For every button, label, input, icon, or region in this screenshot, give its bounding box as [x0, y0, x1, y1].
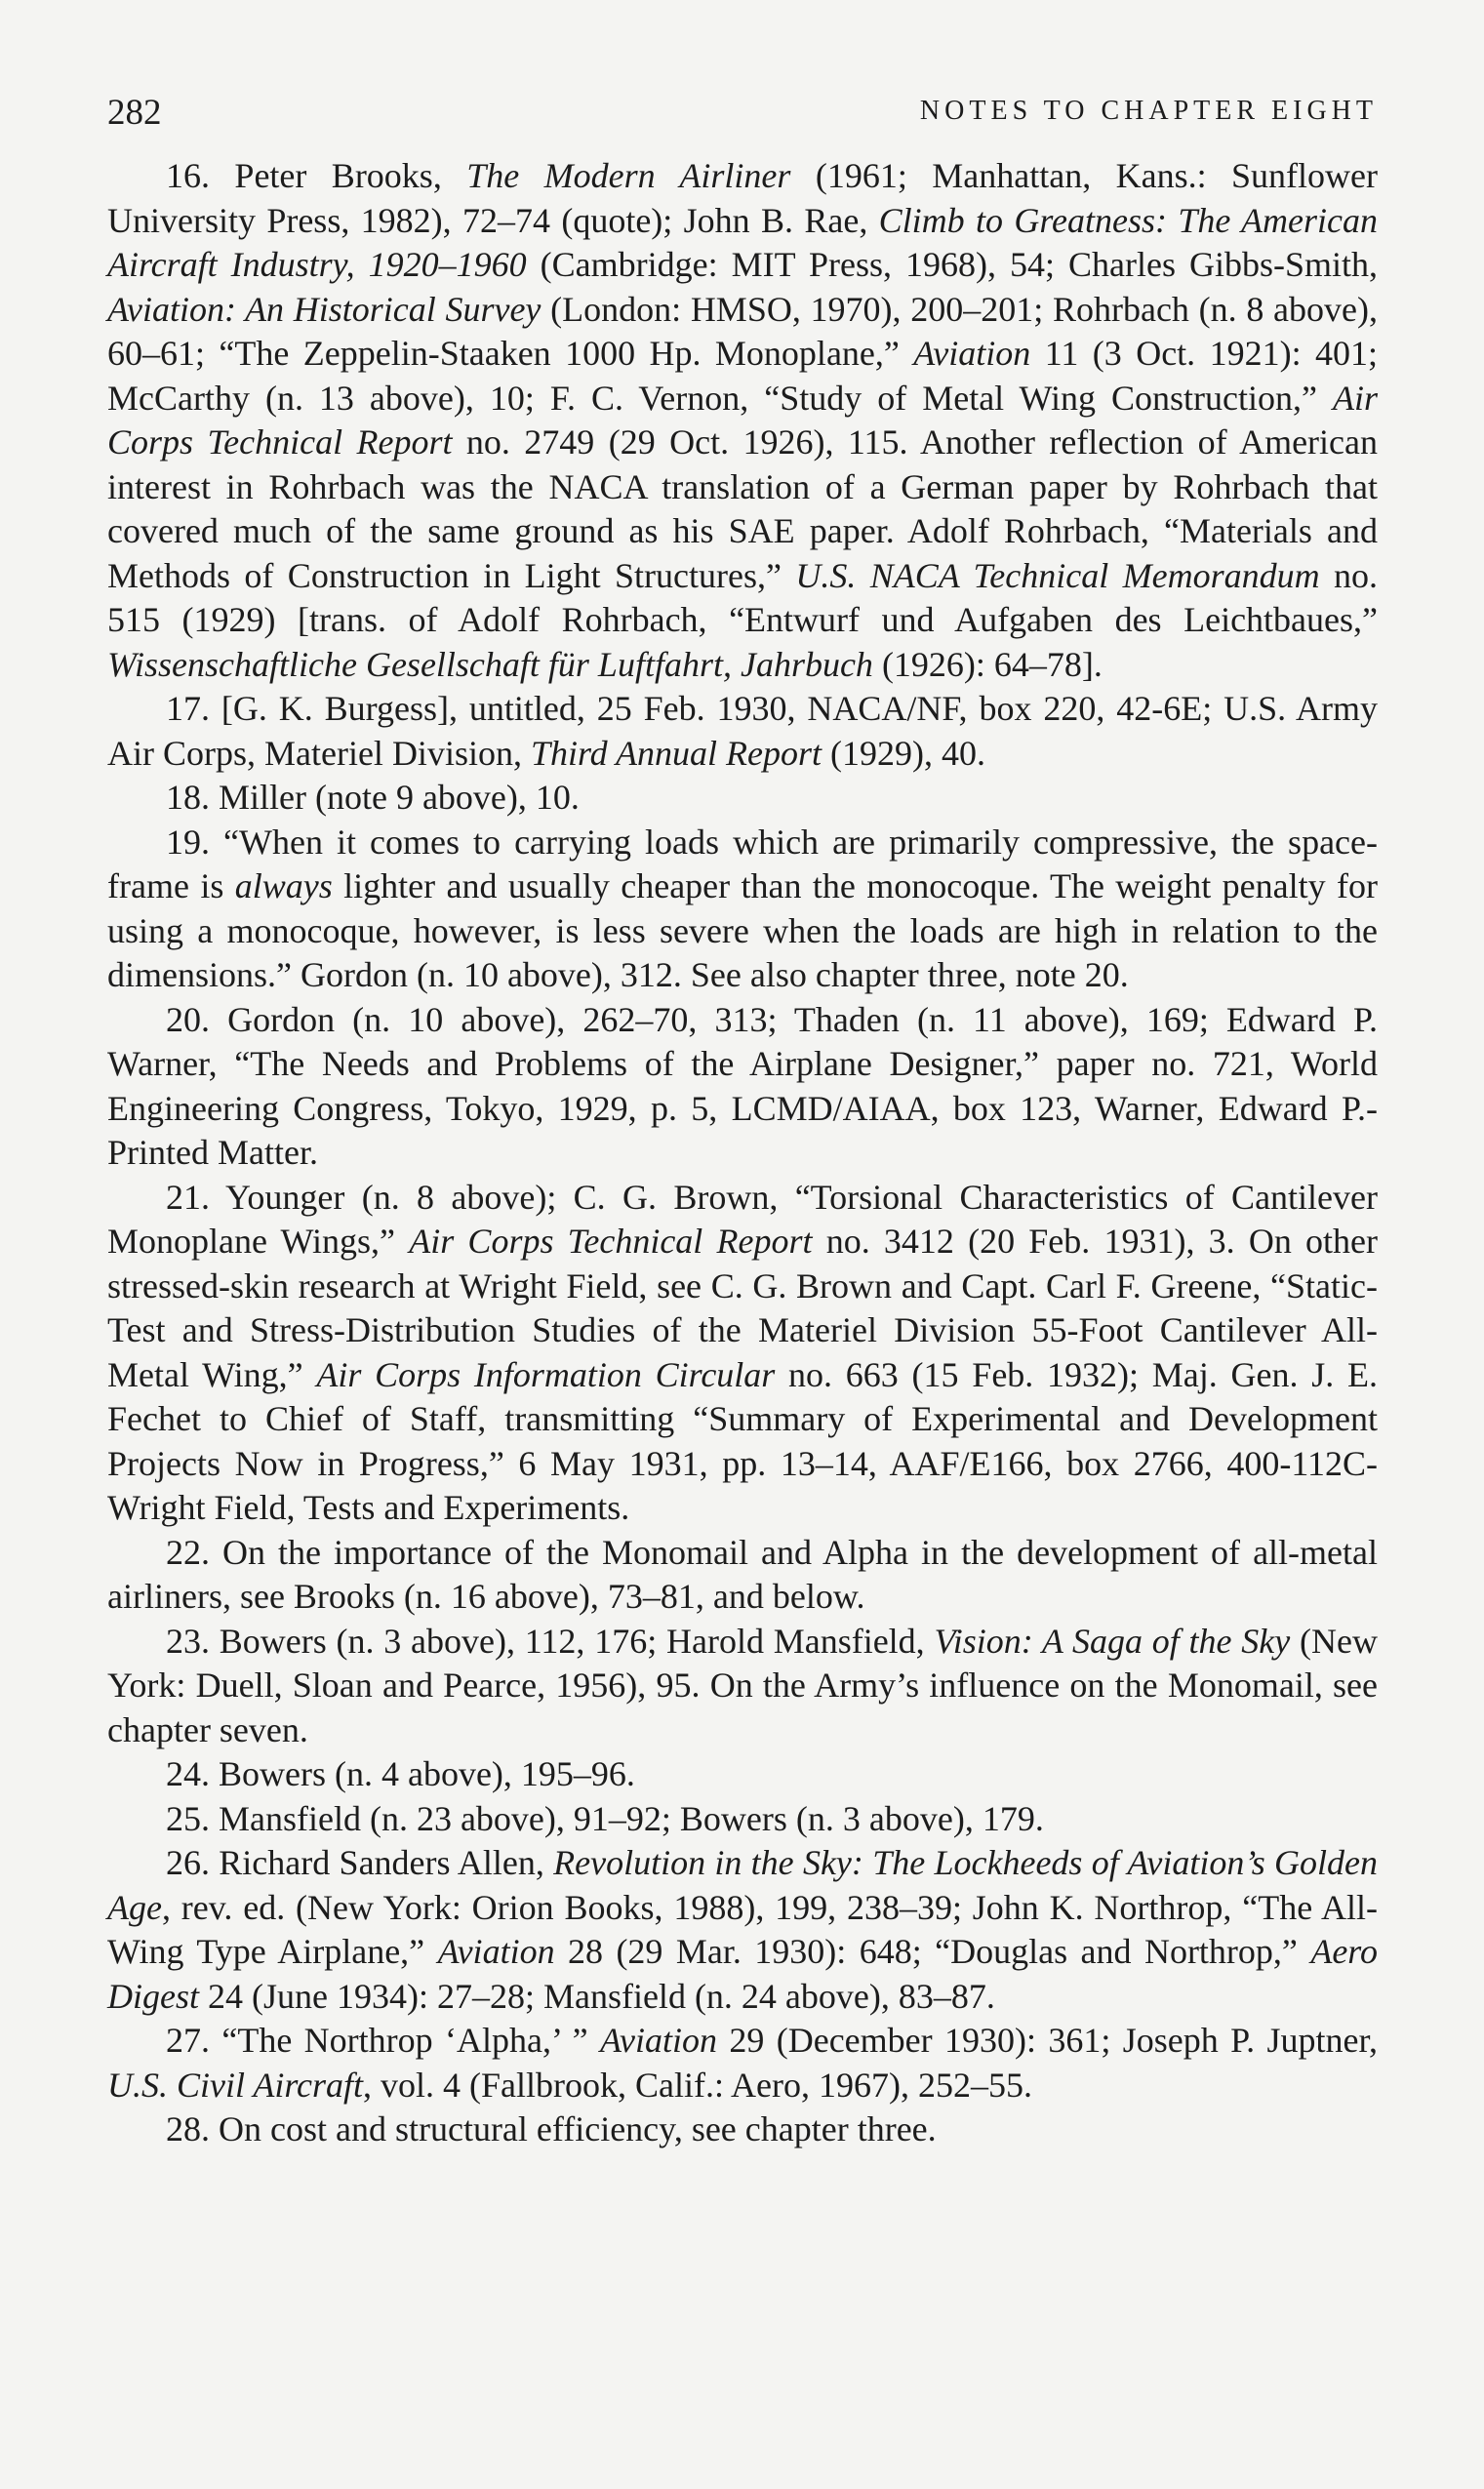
- footnote-italic-title: Air Corps Information Circular: [316, 1354, 776, 1394]
- footnote-italic-title: The Modern Airliner: [466, 156, 791, 195]
- footnote-number: 21.: [166, 1177, 210, 1217]
- footnote-text: (1961; Manhattan, Kans.: Sunflower University Press, 1982), 72–74 (quote); John B. Rae,: [107, 156, 1379, 240]
- footnote-text: (London: HMSO, 1970), 200–201; Rohrbach (n. 8 above), 60–61; “The Zeppelin-Staaken 1000 Hp. Monoplane,”: [107, 289, 1378, 373]
- footnote: [107, 2108, 1378, 2152]
- footnote-italic-title: U.S. NACA Technical Memorandum: [795, 555, 1320, 595]
- footnote-text: no. 2749 (29 Oct. 1926), 115. Another reflection of American interest in Rohrbach was the NACA translation of a German paper by Rohrbach that covered much of the same ground as his SAE paper. Adolf Rohrbach, “Materials and Methods of Construction in Light Structures,”: [107, 422, 1378, 595]
- page-number: 282: [107, 93, 162, 133]
- footnote-text: Miller (note 9 above), 10.: [210, 778, 580, 817]
- footnote-number: 19.: [166, 822, 210, 862]
- footnote-text: [G. K. Burgess], untitled, 25 Feb. 1930, NACA/NF, box 220, 42-6E; U.S. Army Air Corps, Materiel Division,: [107, 689, 1378, 773]
- footnote-number: 23.: [166, 1621, 210, 1661]
- footnote: [107, 154, 1378, 687]
- footnote-number: 27.: [166, 2021, 210, 2060]
- footnote-text: 24 (June 1934): 27–28; Mansfield (n. 24 above), 83–87.: [199, 1976, 995, 2016]
- footnote-text: (Cambridge: MIT Press, 1968), 54; Charles Gibbs-Smith,: [526, 245, 1378, 284]
- footnote-number: 17.: [166, 689, 210, 728]
- footnote-text: 28 (29 Mar. 1930): 648; “Douglas and Northrop,”: [554, 1932, 1311, 1971]
- footnote-text: (1929), 40.: [821, 733, 985, 773]
- footnote-text: “When it comes to carrying loads which are primarily compressive, the space-frame is: [107, 822, 1378, 905]
- footnote-text: no. 3412 (20 Feb. 1931), 3. On other stressed-skin research at Wright Field, see C. G. Brown and Capt. Carl F. Greene, “Static-Test and Stress-Distribution Studies of the Materiel Division 55-Foot Cantilever All-Metal Wing,”: [107, 1222, 1378, 1394]
- footnote-italic-title: Aero Digest: [107, 1932, 1378, 2016]
- footnote-text: On cost and structural efficiency, see chapter three.: [210, 2109, 937, 2148]
- footnote-italic-title: Climb to Greatness: The American Aircraft Industry, 1920–1960: [107, 200, 1378, 284]
- footnote: [107, 1176, 1378, 1531]
- footnote-italic-title: U.S. Civil Aircraft: [107, 2065, 364, 2105]
- footnote-text: (1926): 64–78].: [872, 644, 1103, 684]
- footnote-number: 22.: [166, 1532, 210, 1572]
- footnote: [107, 1841, 1378, 2019]
- footnote-text: “The Northrop ‘Alpha,’ ”: [210, 2021, 601, 2060]
- footnote-text: Peter Brooks,: [210, 156, 467, 195]
- footnote-text: Mansfield (n. 23 above), 91–92; Bowers (n. 3 above), 179.: [210, 1798, 1044, 1838]
- footnote: [107, 776, 1378, 821]
- footnote-italic-title: Aviation: [437, 1932, 555, 1971]
- footnote-italic-title: Aviation: [913, 334, 1031, 373]
- footnote-text: Richard Sanders Allen,: [210, 1843, 554, 1882]
- footnote-number: 25.: [166, 1798, 210, 1838]
- footnote-number: 28.: [166, 2109, 210, 2148]
- footnote-italic-title: Revolution in the Sky: The Lockheeds of Aviation’s Golden Age: [107, 1843, 1378, 1927]
- footnote-text: Younger (n. 8 above); C. G. Brown, “Torsional Characteristics of Cantilever Monoplane Wings,”: [107, 1177, 1378, 1261]
- footnote-number: 26.: [166, 1843, 210, 1882]
- footnote: [107, 1797, 1378, 1842]
- footnote-italic-title: Air Corps Technical Report: [409, 1222, 813, 1261]
- footnote: [107, 1620, 1378, 1753]
- footnote-text: 29 (December 1930): 361; Joseph P. Juptner,: [717, 2021, 1379, 2060]
- footnote-italic-title: Third Annual Report: [530, 733, 822, 773]
- running-head: NOTES TO CHAPTER EIGHT: [919, 96, 1378, 126]
- footnote-text: 11 (3 Oct. 1921): 401; McCarthy (n. 13 above), 10; F. C. Vernon, “Study of Metal Wing Construction,”: [107, 334, 1379, 418]
- footnote-text: no. 663 (15 Feb. 1932); Maj. Gen. J. E. Fechet to Chief of Staff, transmitting “Summary of Experimental and Development Projects Now in Progress,” 6 May 1931, pp. 13–14, AAF/E166, box 2766, 400-112C-Wright Field, Tests and Experiments.: [107, 1354, 1378, 1527]
- running-header: [107, 82, 1378, 141]
- footnote-number: 20.: [166, 999, 210, 1039]
- footnote-number: 24.: [166, 1754, 210, 1793]
- footnote-text: lighter and usually cheaper than the monocoque. The weight penalty for using a monocoque, however, is less severe when the loads are high in relation to the dimensions.” Gordon (n. 10 above), 312. See also chapter three, note 20.: [107, 866, 1378, 994]
- footnote-text: Bowers (n. 4 above), 195–96.: [210, 1754, 635, 1793]
- footnote-italic-title: Wissenschaftliche Gesellschaft für Luftfahrt, Jahrbuch: [107, 644, 873, 684]
- footnote-text: Bowers (n. 3 above), 112, 176; Harold Mansfield,: [210, 1621, 935, 1661]
- notes-list: [107, 154, 1378, 2152]
- footnote: [107, 687, 1378, 776]
- footnote: [107, 821, 1378, 998]
- footnote-text: , vol. 4 (Fallbrook, Calif.: Aero, 1967), 252–55.: [363, 2065, 1032, 2105]
- footnote-number: 16.: [166, 156, 210, 195]
- footnote-italic-title: Aviation: An Historical Survey: [107, 289, 541, 329]
- footnote-italic-title: Vision: A Saga of the Sky: [934, 1621, 1291, 1661]
- footnote: [107, 1752, 1378, 1797]
- footnote: [107, 998, 1378, 1176]
- footnote-italic-title: Air Corps Technical Report: [107, 378, 1378, 462]
- footnote-text: On the importance of the Monomail and Alpha in the development of all-metal airliners, see Brooks (n. 16 above), 73–81, and below.: [107, 1532, 1378, 1616]
- footnote: [107, 1531, 1378, 1620]
- footnote-text: Gordon (n. 10 above), 262–70, 313; Thaden (n. 11 above), 169; Edward P. Warner, “The Needs and Problems of the Airplane Designer,” paper no. 721, World Engineering Congress, Tokyo, 1929, p. 5, LCMD/AIAA, box 123, Warner, Edward P.-Printed Matter.: [107, 999, 1378, 1172]
- footnote-text: , rev. ed. (New York: Orion Books, 1988), 199, 238–39; John K. Northrop, “The All-Wing Type Airplane,”: [107, 1887, 1378, 1971]
- footnote-number: 18.: [166, 778, 210, 817]
- footnote-italic-title: Aviation: [600, 2021, 718, 2060]
- footnote: [107, 2019, 1378, 2108]
- footnote-italic-title: always: [234, 866, 333, 905]
- footnote-text: (New York: Duell, Sloan and Pearce, 1956), 95. On the Army’s influence on the Monomail, see chapter seven.: [107, 1621, 1378, 1749]
- footnote-text: no. 515 (1929) [trans. of Adolf Rohrbach, “Entwurf und Aufgaben des Leichtbaues,”: [107, 555, 1379, 639]
